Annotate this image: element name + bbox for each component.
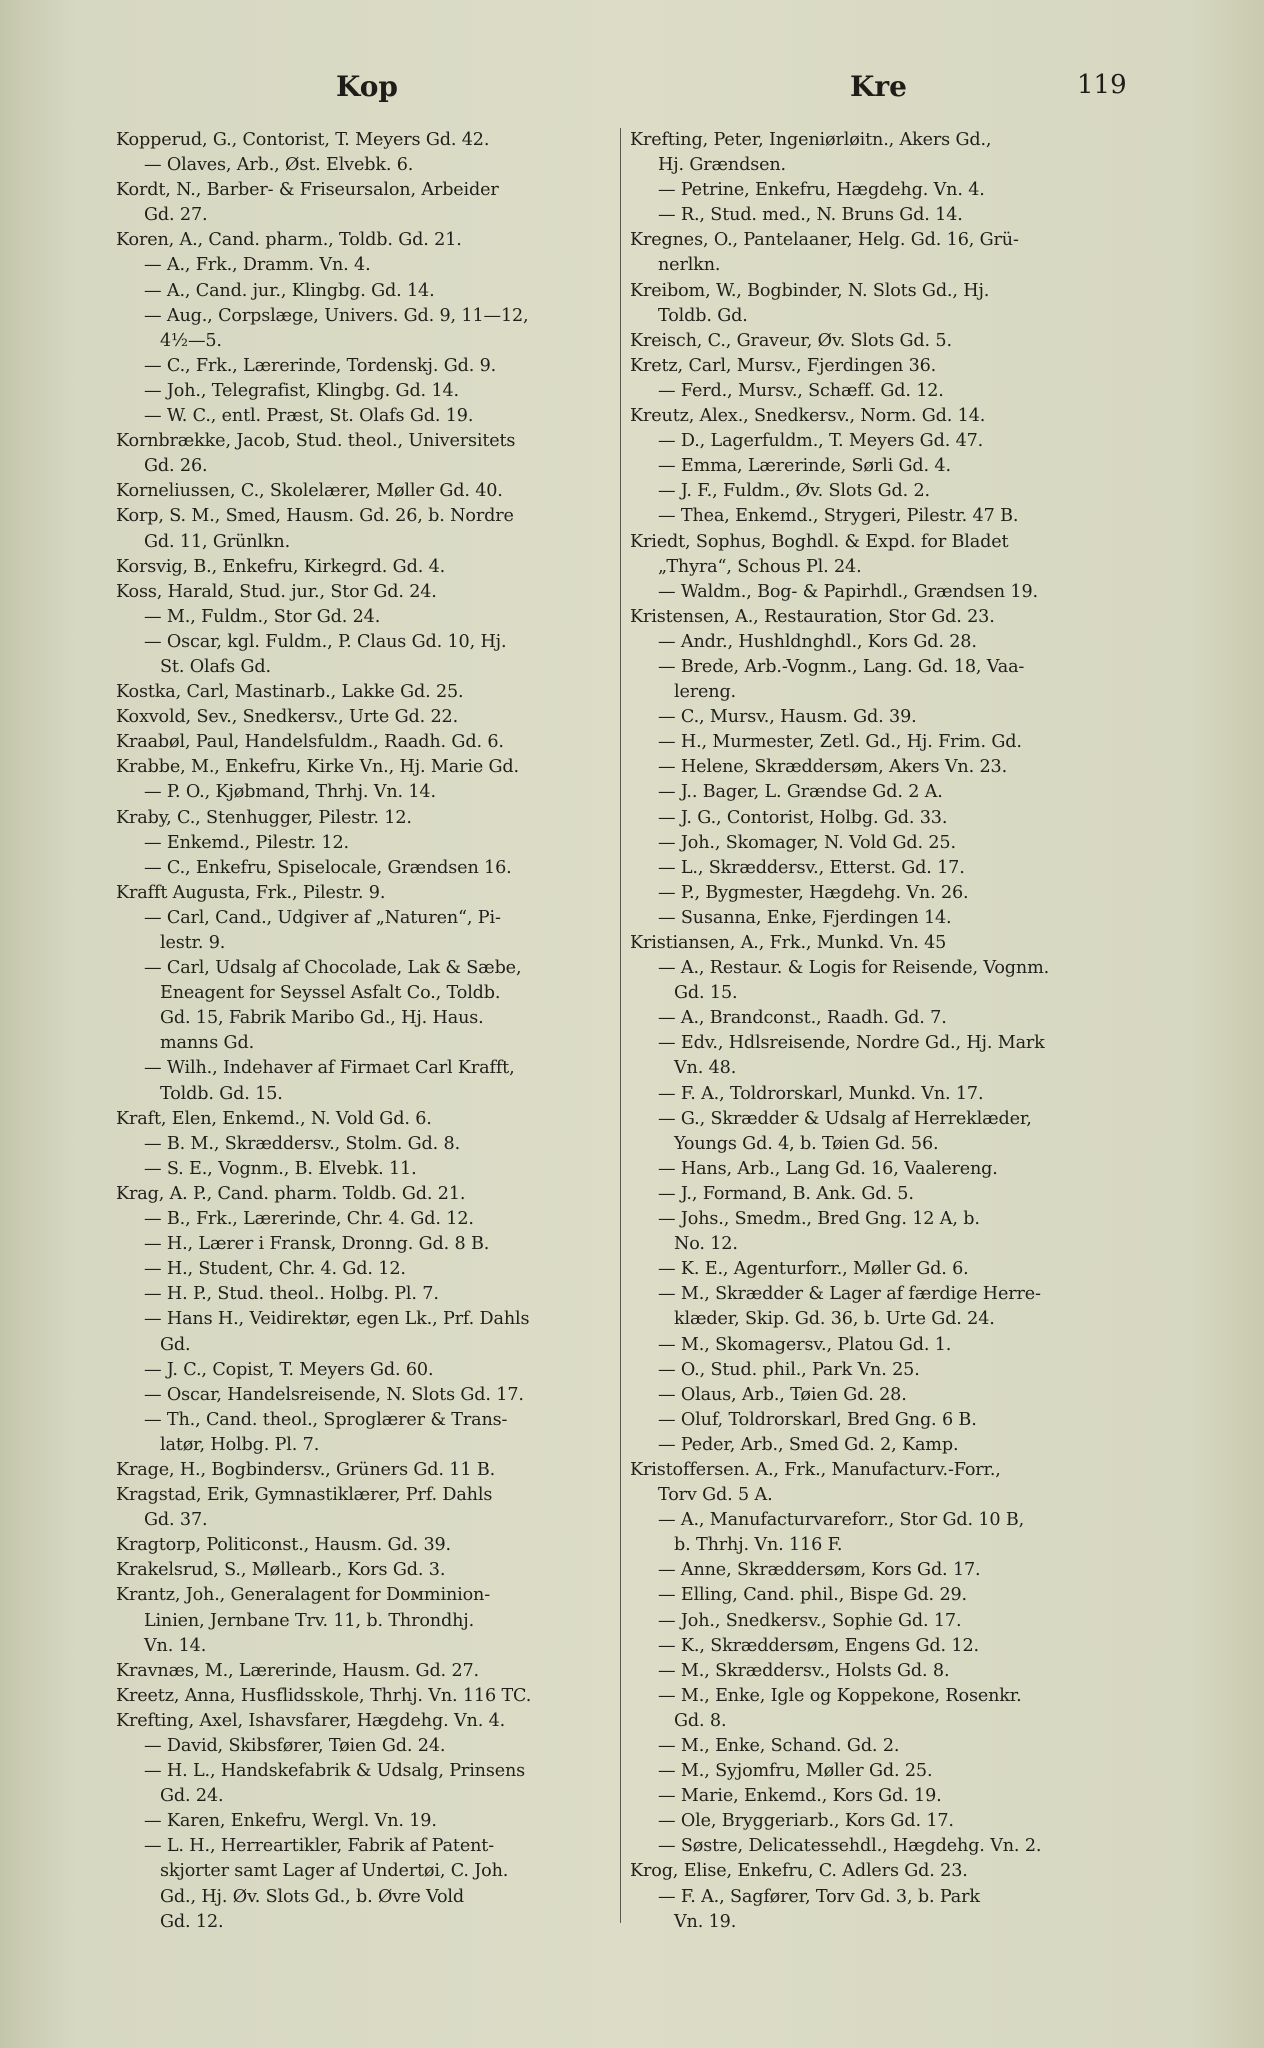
directory-entry-line: — Peder, Arb., Smed Gd. 2, Kamp. [658, 1434, 959, 1455]
directory-entry-line: — Susanna, Enke, Fjerdingen 14. [658, 907, 952, 928]
directory-entry-line: — Helene, Skræddersøm, Akers Vn. 23. [658, 757, 1008, 778]
directory-entry-line: — Carl, Cand., Udgiver af „Naturen“, Pi- [144, 907, 501, 928]
directory-entry-line: Toldb. Gd. [658, 305, 748, 326]
directory-entry-line: Krantz, Joh., Generalagent for Dомminion- [116, 1585, 491, 1606]
directory-entry-line: Koss, Harald, Stud. jur., Stor Gd. 24. [116, 581, 437, 602]
right-column [630, 128, 1126, 1935]
directory-entry-line: — R., Stud. med., N. Bruns Gd. 14. [658, 205, 963, 226]
directory-entry-line: — J. F., Fuldm., Øv. Slots Gd. 2. [658, 481, 930, 502]
directory-entry-line: — L. H., Herreartikler, Fabrik af Patent- [144, 1836, 494, 1857]
directory-entry-line: — Th., Cand. theol., Sproglærer & Trans- [144, 1409, 508, 1430]
directory-entry-line: Kornbrække, Jacob, Stud. theol., Universitets [116, 431, 516, 452]
directory-entry-line: — Joh., Telegrafist, Klingbg. Gd. 14. [144, 380, 459, 401]
directory-entry-line: — Johs., Smedm., Bred Gng. 12 A, b. [658, 1209, 980, 1230]
left-guide-word: Kop [336, 70, 398, 103]
directory-entry-line: Kraby, C., Stenhugger, Pilestr. 12. [116, 807, 412, 828]
directory-entry-line: Kristoffersen. A., Frk., Manufacturv.-Forr., [630, 1459, 1001, 1480]
directory-entry-line: — O., Stud. phil., Park Vn. 25. [658, 1359, 920, 1380]
directory-entry-line: — A., Brandconst., Raadh. Gd. 7. [658, 1008, 947, 1029]
directory-entry-line: Vn. 19. [674, 1911, 737, 1932]
directory-entry-line: Korp, S. M., Smed, Hausm. Gd. 26, b. Nordre [116, 506, 514, 527]
directory-entry-line: — W. C., entl. Præst, St. Olafs Gd. 19. [144, 406, 474, 427]
directory-entry-line: — H., Murmester, Zetl. Gd., Hj. Frim. Gd. [658, 732, 1022, 753]
directory-entry-line: — Søstre, Delicatessehdl., Hægdehg. Vn. 2. [658, 1836, 1042, 1857]
right-guide-word: Kre [850, 70, 907, 103]
directory-entry-line: — Wilh., Indehaver af Firmaet Carl Krafft, [144, 1058, 515, 1079]
directory-entry-line: — M., Skræddersv., Holsts Gd. 8. [658, 1660, 950, 1681]
directory-entry-line: Krefting, Peter, Ingeniørløitn., Akers Gd., [630, 130, 992, 150]
directory-entry-line: — M., Fuldm., Stor Gd. 24. [144, 606, 381, 627]
directory-entry-line: latør, Holbg. Pl. 7. [160, 1434, 320, 1455]
directory-entry-line: — Joh., Snedkersv., Sophie Gd. 17. [658, 1610, 962, 1631]
directory-entry-line: Toldb. Gd. 15. [160, 1083, 283, 1104]
directory-entry-line: — K., Skræddersøm, Engens Gd. 12. [658, 1635, 979, 1656]
directory-entry-line: Kordt, N., Barber- & Friseursalon, Arbeider [116, 180, 499, 201]
directory-entry-line: Kretz, Carl, Mursv., Fjerdingen 36. [630, 355, 937, 376]
directory-entry-line: — Edv., Hdlsreisende, Nordre Gd., Hj. Mark [658, 1033, 1045, 1054]
directory-entry-line: — Marie, Enkemd., Kors Gd. 19. [658, 1786, 942, 1807]
directory-entry-line: — Carl, Udsalg af Chocolade, Lak & Sæbe, [144, 958, 522, 979]
directory-entry-line: — D., Lagerfuldm., T. Meyers Gd. 47. [658, 431, 984, 452]
directory-entry-line: — Elling, Cand. phil., Bispe Gd. 29. [658, 1585, 967, 1606]
directory-entry-line: Kostka, Carl, Mastinarb., Lakke Gd. 25. [116, 682, 464, 703]
directory-entry-line: — David, Skibsfører, Tøien Gd. 24. [144, 1736, 446, 1756]
directory-entry-line: — C., Mursv., Hausm. Gd. 39. [658, 707, 917, 728]
directory-entry-line: Kreisch, C., Graveur, Øv. Slots Gd. 5. [630, 330, 952, 351]
directory-entry-line: — Hans, Arb., Lang Gd. 16, Vaalereng. [658, 1158, 998, 1179]
directory-entry-line: Kravnæs, M., Lærerinde, Hausm. Gd. 27. [116, 1660, 479, 1681]
directory-entry-line: — Waldm., Bog- & Papirhdl., Grændsen 19. [658, 581, 1038, 602]
directory-entry-line: Kriedt, Sophus, Boghdl. & Expd. for Bladet [630, 531, 1009, 552]
directory-entry-line: Gd. 26. [144, 456, 208, 477]
directory-entry-line: Linien, Jernbane Trv. 11, b. Throndhj. [144, 1610, 475, 1631]
directory-entry-line: — Olaves, Arb., Øst. Elvebk. 6. [144, 155, 414, 176]
directory-entry-line: — M., Enke, Schand. Gd. 2. [658, 1736, 900, 1756]
directory-entry-line: — M., Skrædder & Lager af færdige Herre- [658, 1284, 1041, 1305]
left-column [116, 128, 606, 1935]
page-header [0, 62, 1264, 110]
directory-entry-line: Krefting, Axel, Ishavsfarer, Hægdehg. Vn. 4. [116, 1710, 506, 1731]
directory-entry-line: Kraft, Elen, Enkemd., N. Vold Gd. 6. [116, 1108, 432, 1129]
directory-entry-line: — G., Skrædder & Udsalg af Herreklæder, [658, 1108, 1032, 1129]
directory-entry-line: — Oscar, kgl. Fuldm., P. Claus Gd. 10, Hj. [144, 631, 507, 652]
directory-entry-line: No. 12. [674, 1234, 738, 1255]
directory-entry-line: — F. A., Sagfører, Torv Gd. 3, b. Park [658, 1886, 980, 1907]
directory-entry-line: — M., Skomagersv., Platou Gd. 1. [658, 1334, 952, 1355]
directory-entry-line: — Anne, Skræddersøm, Kors Gd. 17. [658, 1560, 981, 1581]
directory-entry-line: manns Gd. [160, 1033, 255, 1054]
directory-entry-line: Hj. Grændsen. [658, 155, 786, 176]
directory-entry-line: — F. A., Toldrorskarl, Munkd. Vn. 17. [658, 1083, 984, 1104]
column-divider [620, 128, 621, 1923]
directory-entry-line: lereng. [674, 682, 736, 703]
directory-entry-line: — K. E., Agenturforr., Møller Gd. 6. [658, 1259, 969, 1280]
directory-entry-line: Krakelsrud, S., Møllearb., Kors Gd. 3. [116, 1560, 446, 1581]
directory-entry-line: Gd. 27. [144, 205, 208, 226]
directory-entry-line: Kragstad, Erik, Gymnastiklærer, Prf. Dahls [116, 1485, 493, 1506]
directory-entry-line: — Aug., Corpslæge, Univers. Gd. 9, 11—12, [144, 305, 529, 326]
directory-entry-line: — Ole, Bryggeriarb., Kors Gd. 17. [658, 1811, 954, 1832]
directory-entry-line: — Thea, Enkemd., Strygeri, Pilestr. 47 B. [658, 506, 1019, 527]
directory-entry-line: Kreutz, Alex., Snedkersv., Norm. Gd. 14. [630, 406, 986, 427]
directory-entry-line: Korneliussen, C., Skolelærer, Møller Gd. 40. [116, 481, 503, 502]
directory-entry-line: — B., Frk., Lærerinde, Chr. 4. Gd. 12. [144, 1209, 474, 1230]
directory-entry-line: — H. P., Stud. theol.. Holbg. Pl. 7. [144, 1284, 439, 1305]
directory-entry-line: klæder, Skip. Gd. 36, b. Urte Gd. 24. [674, 1309, 995, 1330]
directory-entry-line: St. Olafs Gd. [160, 656, 271, 677]
directory-entry-line: — B. M., Skræddersv., Stolm. Gd. 8. [144, 1133, 461, 1154]
directory-entry-line: Koxvold, Sev., Snedkersv., Urte Gd. 22. [116, 707, 459, 728]
directory-entry-line: b. Thrhj. Vn. 116 F. [674, 1535, 843, 1556]
directory-entry-line: — Enkemd., Pilestr. 12. [144, 832, 349, 853]
directory-entry-line: — Emma, Lærerinde, Sørli Gd. 4. [658, 456, 951, 477]
page-number: 119 [1077, 70, 1127, 100]
directory-entry-line: — H. L., Handskefabrik & Udsalg, Prinsens [144, 1761, 526, 1782]
directory-entry-line: Youngs Gd. 4, b. Tøien Gd. 56. [674, 1133, 939, 1154]
directory-entry-line: Gd. [160, 1334, 191, 1355]
directory-entry-line: Torv Gd. 5 A. [658, 1485, 773, 1506]
directory-entry-line: — H., Lærer i Fransk, Dronng. Gd. 8 B. [144, 1234, 490, 1255]
directory-entry-line: — Karen, Enkefru, Wergl. Vn. 19. [144, 1811, 437, 1832]
directory-entry-line: — J., Formand, B. Ank. Gd. 5. [658, 1183, 914, 1204]
directory-entry-line: — Hans H., Veidirektør, egen Lk., Prf. Dahls [144, 1309, 530, 1330]
directory-entry-line: — Oluf, Toldrorskarl, Bred Gng. 6 B. [658, 1409, 977, 1430]
directory-entry-line: Gd. 24. [160, 1786, 224, 1807]
directory-entry-line: — Joh., Skomager, N. Vold Gd. 25. [658, 832, 956, 853]
directory-entry-line: — J. G., Contorist, Holbg. Gd. 33. [658, 807, 948, 828]
directory-entry-line: — Petrine, Enkefru, Hægdehg. Vn. 4. [658, 180, 985, 201]
directory-entry-line: Gd. 15, Fabrik Maribo Gd., Hj. Haus. [160, 1008, 484, 1029]
directory-entry-line: Gd., Hj. Øv. Slots Gd., b. Øvre Vold [160, 1886, 464, 1907]
directory-entry-line: — M., Enke, Igle og Koppekone, Rosenkr. [658, 1685, 1022, 1706]
directory-entry-line: — S. E., Vognm., B. Elvebk. 11. [144, 1158, 417, 1179]
directory-entry-line: — P. O., Kjøbmand, Thrhj. Vn. 14. [144, 782, 436, 803]
directory-entry-line: Gd. 11, Grünlkn. [144, 531, 291, 552]
directory-entry-line: — A., Restaur. & Logis for Reisende, Vognm. [658, 958, 1050, 979]
directory-entry-line: — Olaus, Arb., Tøien Gd. 28. [658, 1384, 907, 1405]
directory-entry-line: — C., Frk., Lærerinde, Tordenskj. Gd. 9. [144, 355, 497, 376]
directory-entry-line: — A., Frk., Dramm. Vn. 4. [144, 255, 371, 276]
directory-entry-line: — Ferd., Mursv., Schæff. Gd. 12. [658, 380, 944, 401]
directory-entry-line: skjorter samt Lager af Undertøi, C. Joh. [160, 1861, 509, 1882]
directory-entry-line: — Andr., Hushldnghdl., Kors Gd. 28. [658, 631, 977, 652]
directory-entry-line: Kragtorp, Politiconst., Hausm. Gd. 39. [116, 1535, 451, 1556]
directory-entry-line: Kreibom, W., Bogbinder, N. Slots Gd., Hj. [630, 280, 990, 301]
directory-entry-line: Vn. 14. [144, 1635, 207, 1656]
directory-entry-line: Gd. 37. [144, 1510, 208, 1531]
directory-entry-line: — C., Enkefru, Spiselocale, Grændsen 16. [144, 857, 512, 878]
directory-entry-line: 4½—5. [160, 330, 222, 351]
directory-entry-line: Krabbe, M., Enkefru, Kirke Vn., Hj. Marie Gd. [116, 757, 519, 778]
directory-entry-line: — L., Skræddersv., Etterst. Gd. 17. [658, 857, 965, 878]
directory-entry-line: — M., Syjomfru, Møller Gd. 25. [658, 1761, 933, 1782]
directory-entry-line: Eneagent for Seyssel Asfalt Co., Toldb. [160, 983, 501, 1004]
directory-entry-line: Gd. 15. [674, 983, 738, 1004]
directory-entry-line: Kristiansen, A., Frk., Munkd. Vn. 45 [630, 933, 947, 953]
directory-entry-line: — H., Student, Chr. 4. Gd. 12. [144, 1259, 406, 1280]
directory-entry-line: Krafft Augusta, Frk., Pilestr. 9. [116, 882, 386, 903]
directory-entry-line: Korsvig, B., Enkefru, Kirkegrd. Gd. 4. [116, 556, 446, 577]
directory-entry-line: Koren, A., Cand. pharm., Toldb. Gd. 21. [116, 230, 462, 251]
directory-entry-line: Krag, A. P., Cand. pharm. Toldb. Gd. 21. [116, 1183, 466, 1204]
directory-entry-line: Kraabøl, Paul, Handelsfuldm., Raadh. Gd. 6. [116, 732, 504, 753]
directory-entry-line: „Thyra“, Schous Pl. 24. [658, 556, 862, 577]
directory-entry-line: Kristensen, A., Restauration, Stor Gd. 23. [630, 606, 995, 627]
directory-entry-line: — P., Bygmester, Hægdehg. Vn. 26. [658, 882, 969, 903]
directory-entry-line: Vn. 48. [674, 1058, 737, 1079]
directory-entry-line: Gd. 12. [160, 1911, 224, 1932]
directory-entry-line: — J.. Bager, L. Grændse Gd. 2 A. [658, 782, 943, 803]
directory-entry-line: Krog, Elise, Enkefru, C. Adlers Gd. 23. [630, 1861, 968, 1882]
directory-entry-line: Kreetz, Anna, Husflidsskole, Thrhj. Vn. 116 TC. [116, 1685, 532, 1706]
directory-entry-line: Krage, H., Bogbindersv., Grüners Gd. 11 B. [116, 1459, 496, 1480]
directory-entry-line: Kregnes, O., Pantelaaner, Helg. Gd. 16, Grü- [630, 230, 1019, 251]
directory-entry-line: lestr. 9. [160, 933, 226, 953]
directory-entry-line: — Brede, Arb.-Vognm., Lang. Gd. 18, Vaa- [658, 656, 1025, 677]
directory-entry-line: — A., Manufacturvareforr., Stor Gd. 10 B, [658, 1510, 1025, 1531]
directory-entry-line: nerlkn. [658, 255, 721, 276]
directory-entry-line: — J. C., Copist, T. Meyers Gd. 60. [144, 1359, 434, 1380]
directory-entry-line: — Oscar, Handelsreisende, N. Slots Gd. 17. [144, 1384, 524, 1405]
directory-entry-line: Gd. 8. [674, 1710, 727, 1731]
directory-entry-line: Kopperud, G., Contorist, T. Meyers Gd. 42. [116, 130, 490, 150]
directory-entry-line: — A., Cand. jur., Klingbg. Gd. 14. [144, 280, 435, 301]
